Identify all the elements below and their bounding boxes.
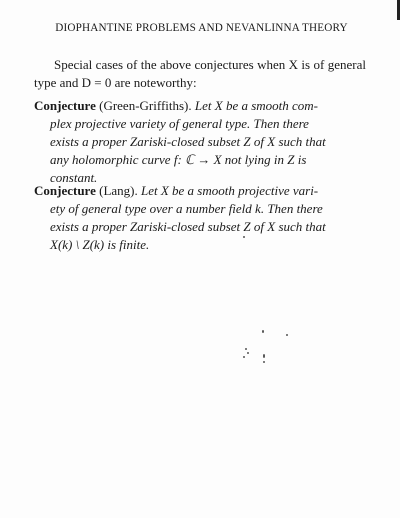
speck	[245, 348, 247, 350]
intro-line-2: general type and D = 0 are noteworthy:	[34, 57, 366, 90]
conjecture-statement-line: ety of general type over a number field k. Then there	[50, 201, 323, 216]
conjecture-first-line	[34, 182, 366, 200]
conjecture-label: Conjecture	[34, 98, 96, 113]
conjecture-statement-line: X(k) \ Z(k) is finite.	[50, 237, 150, 252]
speck	[263, 354, 265, 358]
running-header: DIOPHANTINE PROBLEMS AND NEVANLINNA THEORY	[55, 22, 348, 34]
conjecture-statement-line: constant.	[50, 170, 98, 185]
speck	[243, 356, 245, 358]
conjecture-first-line	[34, 97, 366, 115]
conjecture-green-griffiths	[34, 97, 366, 187]
speck	[243, 236, 245, 238]
conjecture-attribution: (Lang).	[99, 183, 138, 198]
conjecture-label: Conjecture	[34, 183, 96, 198]
speck	[247, 352, 249, 354]
intro-line-1: Special cases of the above conjectures when X is of	[54, 57, 325, 72]
speck	[286, 334, 288, 336]
intro-paragraph	[34, 56, 366, 92]
speck	[262, 330, 264, 333]
conjecture-statement-line: any holomorphic curve f: ℂ → X not lying in Z is	[50, 152, 307, 167]
conjecture-statement-line: exists a proper Zariski-closed subset Z of X such that	[50, 134, 326, 149]
conjecture-statement-line: Let X be a smooth projective vari-	[140, 183, 319, 198]
speck	[263, 361, 265, 363]
conjecture-statement-line: plex projective variety of general type. Then there	[50, 116, 309, 131]
conjecture-statement-line: exists a proper Zariski-closed subset Z of X such that	[50, 219, 326, 234]
conjecture-attribution: (Green-Griffiths).	[99, 98, 192, 113]
conjecture-lang	[34, 182, 366, 254]
conjecture-statement-line: Let X be a smooth com-	[194, 98, 319, 113]
